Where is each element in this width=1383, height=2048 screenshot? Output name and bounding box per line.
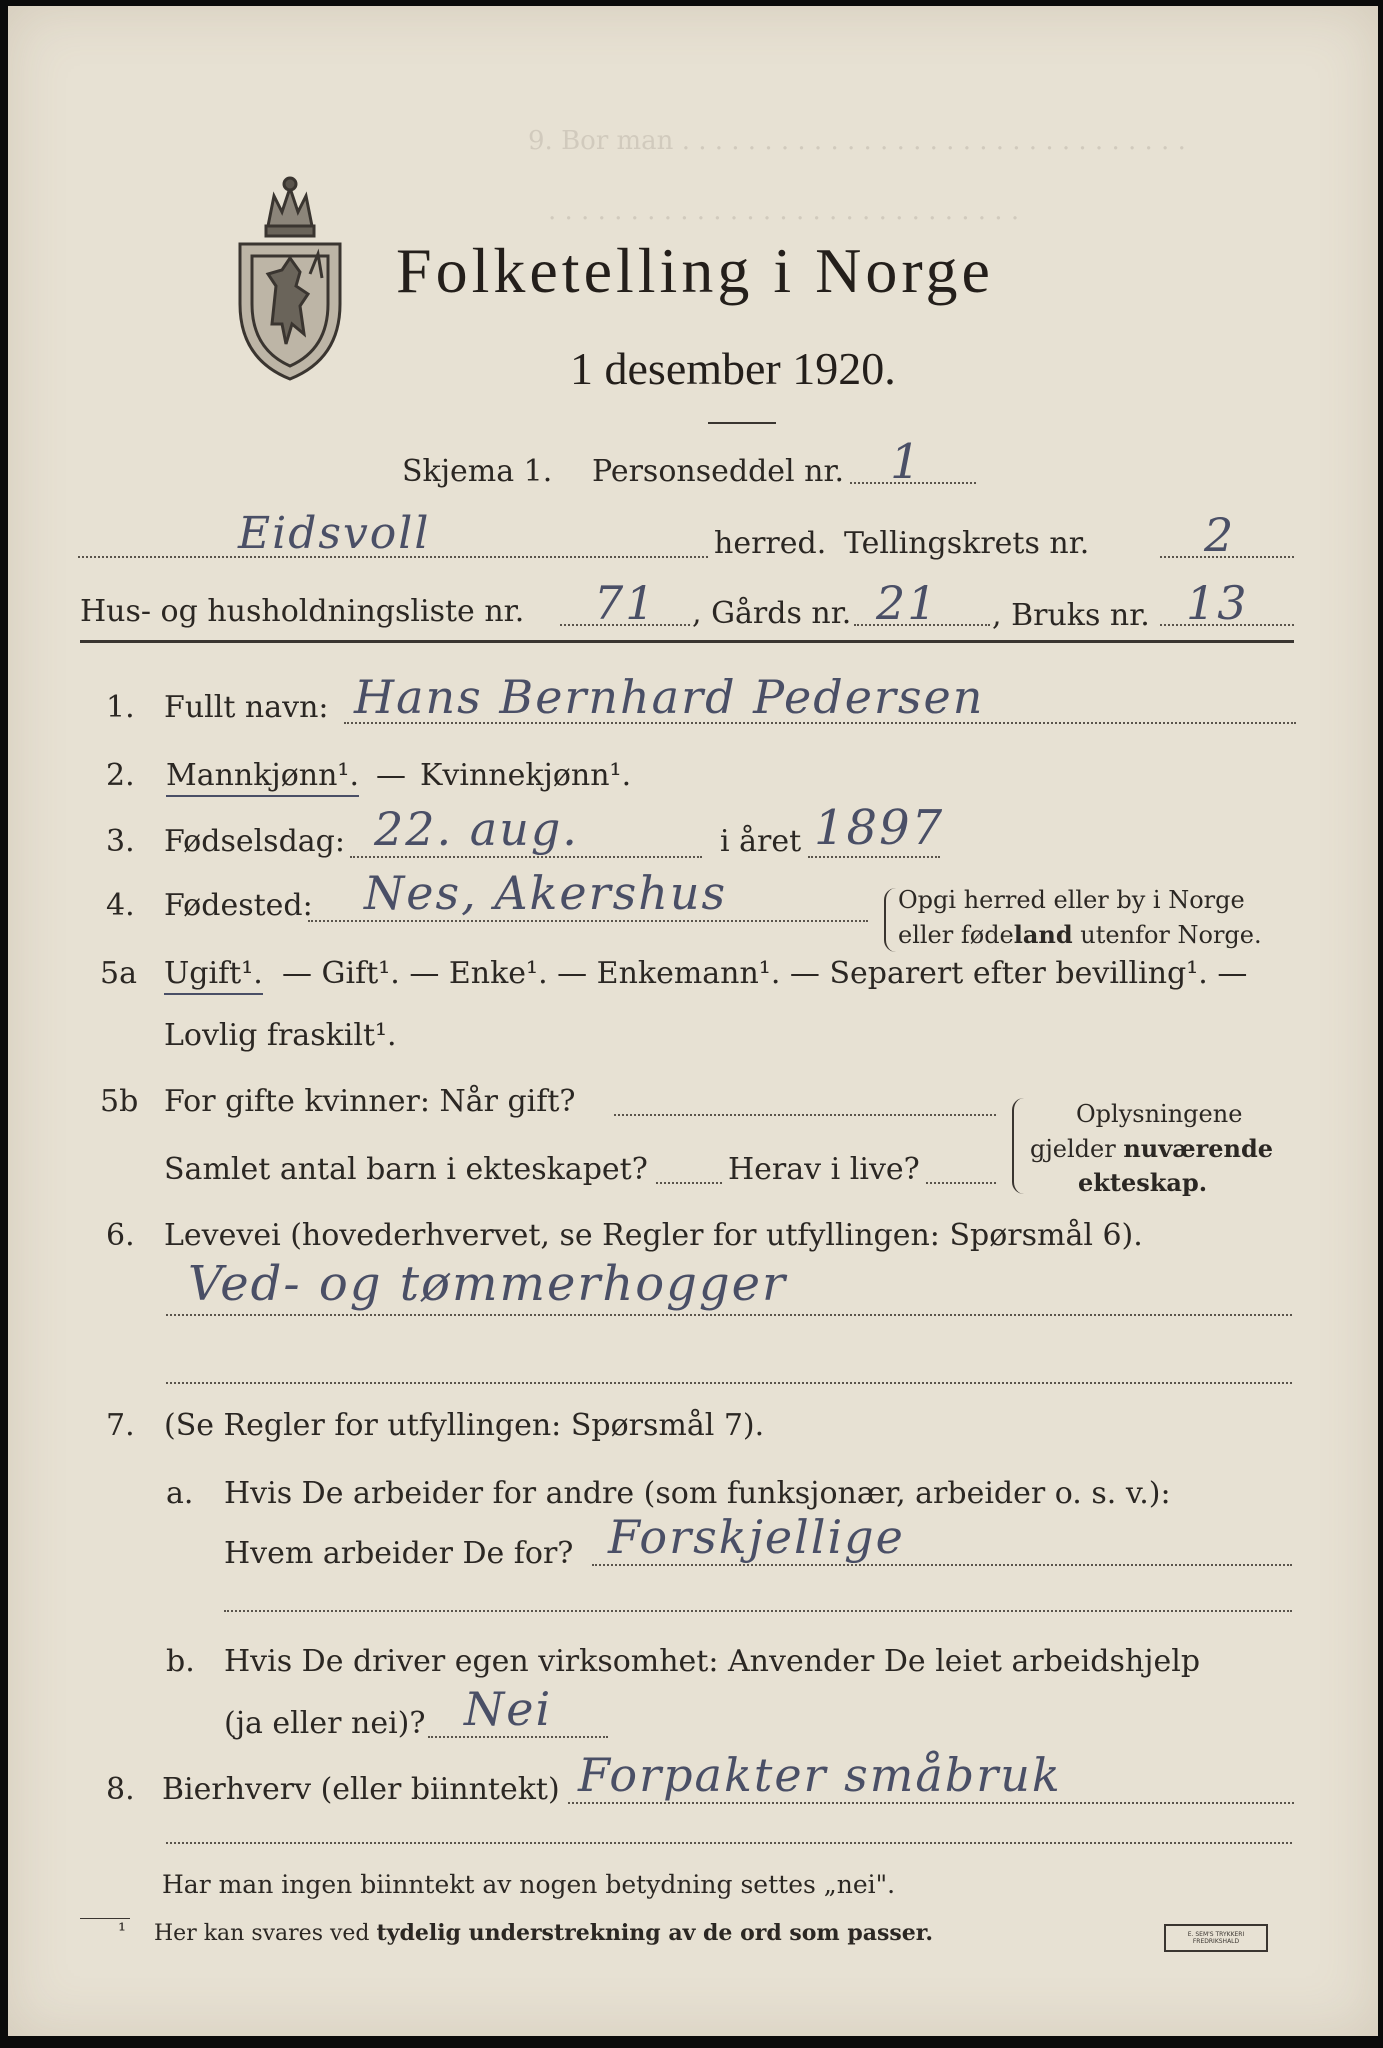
question-number: 7. — [106, 1408, 135, 1443]
side-income-field-line — [568, 1802, 1294, 1804]
question-number: 8. — [106, 1772, 135, 1807]
unmarried-option[interactable]: Ugift¹. — [164, 956, 263, 995]
birthplace-label: Fødested: — [164, 888, 313, 923]
bleed-through-text: . . . . . . . . . . . . . . . . . . . . . . . . . . . . . — [548, 196, 1020, 226]
husholdningsliste-field[interactable]: 71 — [594, 576, 657, 630]
title-divider — [708, 422, 776, 424]
children-count-label: Samlet antal barn i ekteskapet? — [164, 1152, 648, 1187]
skjema-label: Skjema 1. — [402, 454, 553, 489]
marriage-note-line3: ekteskap. — [1078, 1168, 1208, 1197]
personseddel-label: Personseddel nr. — [592, 454, 845, 489]
birthplace-note-line1: Opgi herred eller by i Norge — [898, 886, 1245, 914]
marital-status-options[interactable]: — Gift¹. — Enke¹. — Enkemann¹. — Separert efter bevilling¹. — — [282, 956, 1248, 991]
side-income-note: Har man ingen biinntekt av nogen betydning settes „nei". — [162, 1870, 896, 1899]
self-employed-question-label: Hvis De driver egen virksomhet: Anvender De leiet arbeidshjelp — [224, 1644, 1201, 1679]
children-count-field-line — [656, 1182, 722, 1184]
birth-year-field[interactable]: 1897 — [814, 800, 945, 856]
norwegian-coat-of-arms-icon — [230, 174, 350, 384]
employer-label: Hvem arbeider De for? — [224, 1536, 574, 1571]
question-number: 6. — [106, 1218, 135, 1253]
question-number: 5a — [100, 956, 137, 991]
side-income-field[interactable]: Forpakter småbruk — [578, 1748, 1062, 1802]
tellingskrets-label: Tellingskrets nr. — [844, 526, 1090, 561]
children-alive-field-line — [926, 1182, 996, 1184]
employee-question-label: Hvis De arbeider for andre (som funksjonær, arbeider o. s. v.): — [224, 1476, 1171, 1511]
gards-field[interactable]: 21 — [876, 576, 939, 630]
side-income-label: Bierhverv (eller biinntekt) — [162, 1772, 560, 1807]
bruks-label: , Bruks nr. — [992, 598, 1150, 633]
employer-field-line — [592, 1564, 1292, 1566]
male-option[interactable]: Mannkjønn¹. — [166, 758, 359, 797]
employer-field-line-2 — [224, 1610, 1292, 1612]
marriage-note-line2: gjelder nuværende — [1030, 1134, 1274, 1163]
herred-field[interactable]: Eidsvoll — [238, 508, 431, 559]
marriage-note-brace — [1012, 1098, 1026, 1194]
full-name-field[interactable]: Hans Bernhard Pedersen — [354, 670, 985, 724]
hired-help-label: (ja eller nei)? — [224, 1706, 426, 1741]
hired-help-field-line — [428, 1736, 608, 1738]
husholdningsliste-label: Hus- og husholdningsliste nr. — [80, 594, 525, 629]
gender-separator: — — [376, 758, 406, 793]
herred-label: herred. — [714, 526, 827, 561]
birthplace-field-line — [308, 920, 868, 922]
full-name-label: Fullt navn: — [164, 690, 329, 725]
divorced-option[interactable]: Lovlig fraskilt¹. — [164, 1018, 397, 1053]
occupation-label: Levevei (hovederhvervet, se Regler for utfyllingen: Spørsmål 6). — [164, 1218, 1143, 1253]
personseddel-field[interactable]: 1 — [890, 434, 923, 490]
bruks-field[interactable]: 13 — [1186, 576, 1249, 630]
question-letter: a. — [166, 1476, 194, 1511]
gards-label: , Gårds nr. — [692, 596, 852, 631]
question-letter: b. — [166, 1644, 195, 1679]
hired-help-field[interactable]: Nei — [464, 1682, 553, 1736]
tellingskrets-field[interactable]: 2 — [1204, 508, 1236, 562]
occupation-field[interactable]: Ved- og tømmerhogger — [188, 1256, 787, 1312]
header-separator — [80, 640, 1294, 643]
side-income-field-line-2 — [166, 1842, 1292, 1844]
question-number: 2. — [106, 758, 135, 793]
footnote-mark: ¹ — [118, 1918, 127, 1942]
married-when-label: For gifte kvinner: Når gift? — [164, 1084, 576, 1119]
marriage-note-line1: Oplysningene — [1076, 1100, 1243, 1128]
employment-section-label: (Se Regler for utfyllingen: Spørsmål 7). — [164, 1408, 765, 1443]
female-option[interactable]: Kvinnekjønn¹. — [420, 758, 632, 793]
form-title: Folketelling i Norge — [396, 235, 994, 306]
question-number: 4. — [106, 888, 135, 923]
printer-stamp: E. SEM'S TRYKKERI FREDRIKSHALD — [1164, 1924, 1268, 1952]
form-date: 1 desember 1920. — [570, 343, 896, 394]
census-form-page — [8, 6, 1378, 2036]
birthdate-field[interactable]: 22. aug. — [374, 802, 579, 856]
married-when-field-line — [614, 1114, 996, 1116]
occupation-field-line-2 — [166, 1382, 1292, 1384]
birthplace-field[interactable]: Nes, Akershus — [364, 866, 728, 920]
question-number: 1. — [106, 690, 135, 725]
bleed-through-text: 9. Bor man . . . . . . . . . . . . . . . . . . . . . . . . . . . . . . . — [528, 126, 1186, 156]
employer-field[interactable]: Forskjellige — [608, 1510, 905, 1564]
birthdate-field-line — [350, 856, 702, 858]
birthplace-note-line2: eller fødeland utenfor Norge. — [898, 920, 1262, 949]
children-alive-label: Herav i live? — [728, 1152, 920, 1187]
birthplace-note-brace — [884, 888, 896, 952]
question-number: 5b — [100, 1084, 139, 1119]
question-number: 3. — [106, 824, 135, 859]
footnote-text: Her kan svares ved tydelig understrekning av de ord som passer. — [154, 1920, 934, 1946]
birth-year-field-line — [808, 856, 940, 858]
birthdate-label: Fødselsdag: — [164, 824, 345, 859]
occupation-field-line — [166, 1314, 1292, 1316]
birth-year-label: i året — [720, 824, 802, 859]
